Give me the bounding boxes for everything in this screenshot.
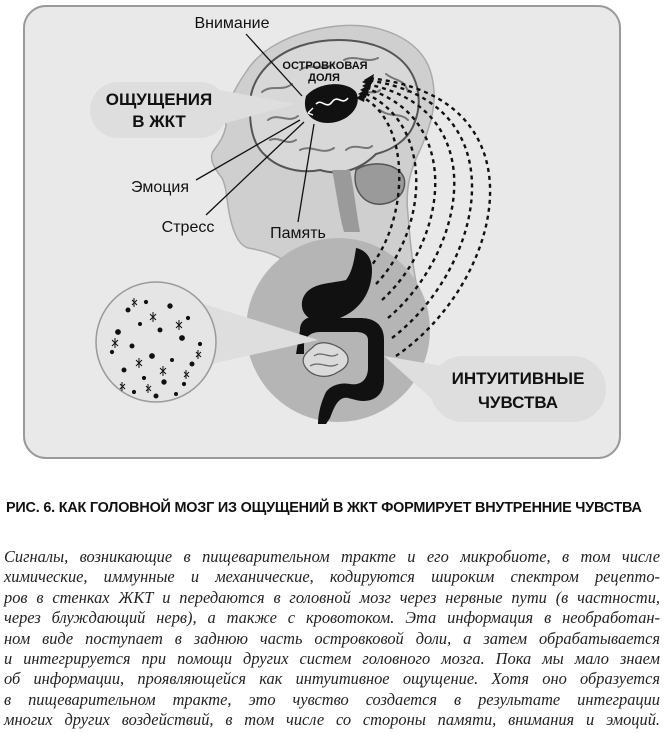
caption-line: через блуждающий нерв), а также с кровотоком. Эта информация в необработан- — [4, 608, 660, 628]
caption-line: химические, иммунные и механические, кодируются широким спектром рецепто- — [4, 567, 660, 587]
intuitive-line2: ЧУВСТВА — [477, 393, 559, 412]
caption-line: в пищеварительном тракте, это чувство создается в результате интеграции — [4, 689, 660, 709]
stress-label: Стресс — [161, 219, 215, 236]
caption-line: Сигналы, возникающие в пищеварительном тракте и его микробиоте, в том числе — [4, 547, 660, 566]
attention-label: Внимание — [194, 15, 270, 32]
caption-line: и интегрируется при помощи других систем головного мозга. Пока мы мало знаем — [4, 649, 660, 669]
caption-line: об информации, проявляющейся как интуитивное ощущение. Хотя оно образуется — [4, 669, 660, 689]
memory-label: Память — [270, 225, 326, 242]
intuitive-feelings-callout — [430, 356, 606, 422]
figure-caption-title: РИС. 6. КАК ГОЛОВНОЙ МОЗГ ИЗ ОЩУЩЕНИЙ В ЖКТ ФОРМИРУЕТ ВНУТРЕННИЕ ЧУВСТВА — [6, 500, 642, 516]
caption-line: многих других воздействий, в том числе со стороны памяти, внимания и эмоций. — [4, 710, 660, 730]
gut-sensations-line1: ОЩУЩЕНИЯ — [105, 90, 213, 109]
gut-sensations-callout — [90, 82, 228, 138]
insula-label-line1: ОСТРОВКОВАЯ — [282, 60, 368, 72]
caption-line: ном виде поступает в заднюю часть островковой доли, а затем обрабатывается — [4, 628, 660, 648]
intuitive-line1: ИНТУИТИВНЫЕ — [451, 369, 585, 388]
caption-line: ров в стенках ЖКТ и передаются в головной мозг через нервные пути (в частности, — [4, 587, 660, 607]
insula-label-line2: ДОЛЯ — [308, 72, 340, 84]
gut-sensations-line2: В ЖКТ — [132, 112, 186, 131]
figure-caption-body — [4, 547, 660, 731]
emotion-label: Эмоция — [131, 179, 189, 196]
